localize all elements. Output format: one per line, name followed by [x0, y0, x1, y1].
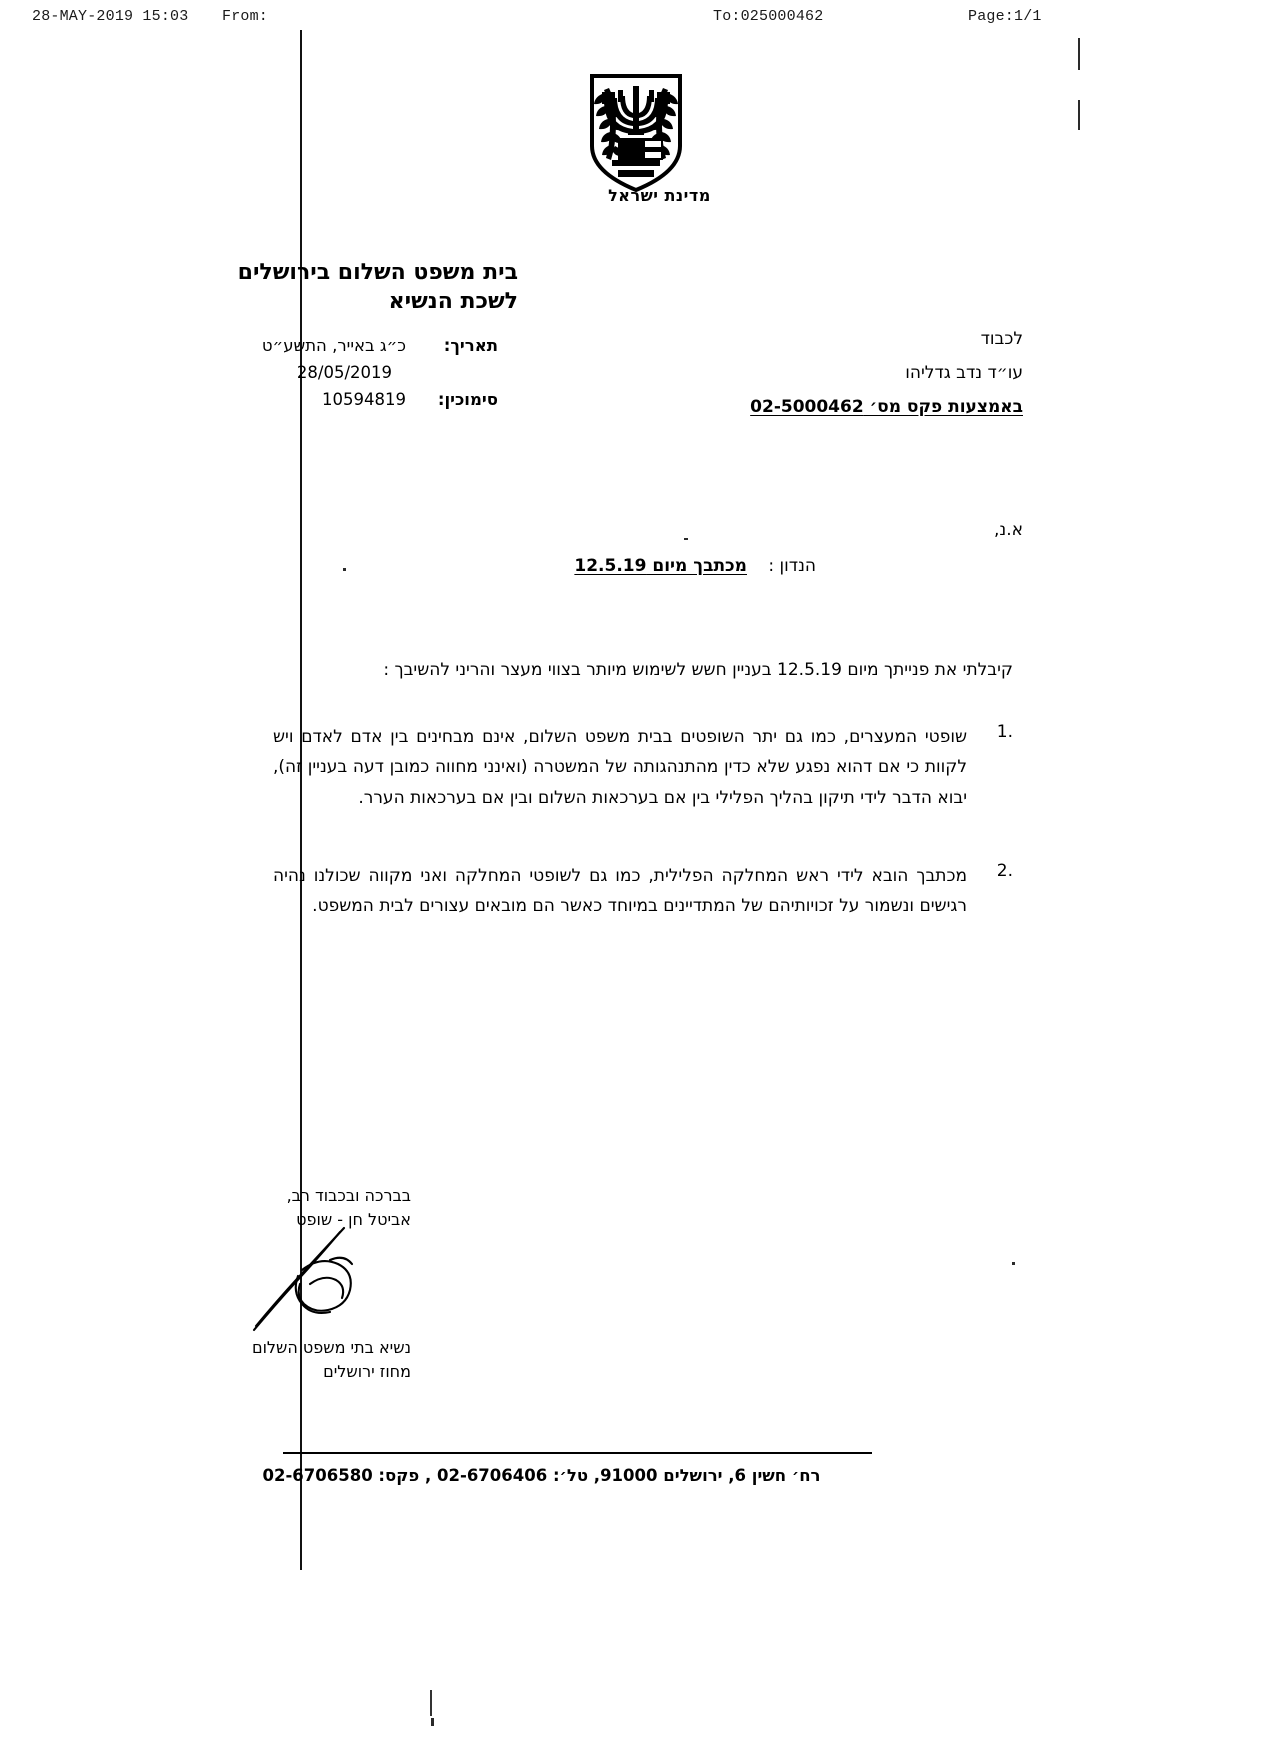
list-item-number: 2.	[996, 860, 1013, 881]
scan-speck	[431, 1718, 434, 1726]
scan-speck	[1078, 38, 1080, 70]
body-intro-paragraph: קיבלתי את פנייתך מיום 12.5.19 בעניין חשש לשימוש מיותר בצווי מעצר והריני להשיבך :	[383, 660, 1013, 680]
fax-page-indicator: Page:1/1	[968, 8, 1042, 25]
list-item-text: מכתבך הובא לידי ראש המחלקה הפלילית, כמו גם לשופטי המחלקה ואני מקווה שכולנו נהיה רגישים ונשמור על זכויותיהם של המתדיינים במיוחד כאשר הם מובאים עצורים לבית המשפט.	[273, 865, 967, 916]
addressee-to-label: לכבוד	[980, 329, 1023, 349]
list-item	[273, 722, 1013, 813]
state-emblem-container	[0, 72, 1271, 199]
signer-title-line-1: נשיא בתי משפט השלום	[251, 1338, 411, 1357]
fax-scan-artifact-line-bottom	[430, 1690, 432, 1716]
list-item-number: 1.	[996, 722, 1013, 742]
subject-value: מכתבך מיום 12.5.19	[574, 556, 747, 576]
date-row	[262, 332, 498, 359]
footer-address: רח׳ חשין 6, ירושלים 91000, טל׳: 02-6706406 , פקס: 02-6706580	[262, 1466, 821, 1485]
addressee-fax-number: באמצעות פקס מס׳ 02-5000462	[750, 397, 1023, 417]
signature-closing: בברכה ובכבוד רב,	[286, 1186, 411, 1205]
handwritten-signature-mark	[236, 1222, 416, 1352]
israel-state-emblem-icon	[582, 72, 690, 194]
reference-label: סימוכין:	[437, 390, 498, 410]
salutation: א.נ,	[994, 520, 1023, 540]
reference-value: 10594819	[322, 390, 406, 410]
list-item	[273, 861, 1013, 922]
fax-transmission-header	[0, 8, 1271, 30]
fax-datetime: 28-MAY-2019 15:03	[32, 8, 189, 25]
date-label: תאריך:	[443, 336, 498, 355]
court-heading	[238, 258, 518, 316]
court-office-line: לשכת הנשיא	[388, 289, 518, 315]
list-item-text: שופטי המעצרים, כמו גם יתר השופטים בבית משפט השלום, אינם מבחינים בין אדם לאדם ויש לקוות כי אם דהוא נפגע שלא כדין מהתנהגותה של המשטרה (ואינני מחווה כמובן דעה בעניין זה), יבוא הדבר לידי תיקון בהליך הפלילי בין אם בערכאות השלום ובין אם בערכאות הערר.	[273, 727, 967, 808]
scan-speck	[343, 568, 346, 571]
date-gregorian-value: 28/05/2019	[296, 363, 392, 383]
scan-speck	[684, 538, 688, 540]
date-hebrew-value: כ״ג באייר, התשע״ט	[261, 336, 406, 355]
addressee-name: עו״ד נדב גדליהו	[905, 363, 1023, 383]
signer-name: אביטל חן - שופט	[296, 1210, 411, 1229]
fax-to-number: To:025000462	[713, 8, 824, 25]
addressee-block	[750, 322, 1023, 424]
court-name-line: בית משפט השלום בירושלים	[237, 260, 518, 285]
subject-label: הנדון :	[768, 556, 816, 576]
signer-title-block	[252, 1336, 411, 1384]
fax-from-label: From:	[222, 8, 269, 25]
scan-speck	[1012, 1262, 1015, 1265]
document-meta-block	[262, 332, 498, 414]
signer-title-line-2: מחוז ירושלים	[323, 1362, 411, 1381]
emblem-caption: מדינת ישראל	[608, 186, 711, 205]
reference-row	[262, 386, 498, 413]
subject-line	[574, 556, 816, 576]
body-numbered-list	[273, 722, 1013, 959]
footer-divider	[283, 1452, 872, 1454]
